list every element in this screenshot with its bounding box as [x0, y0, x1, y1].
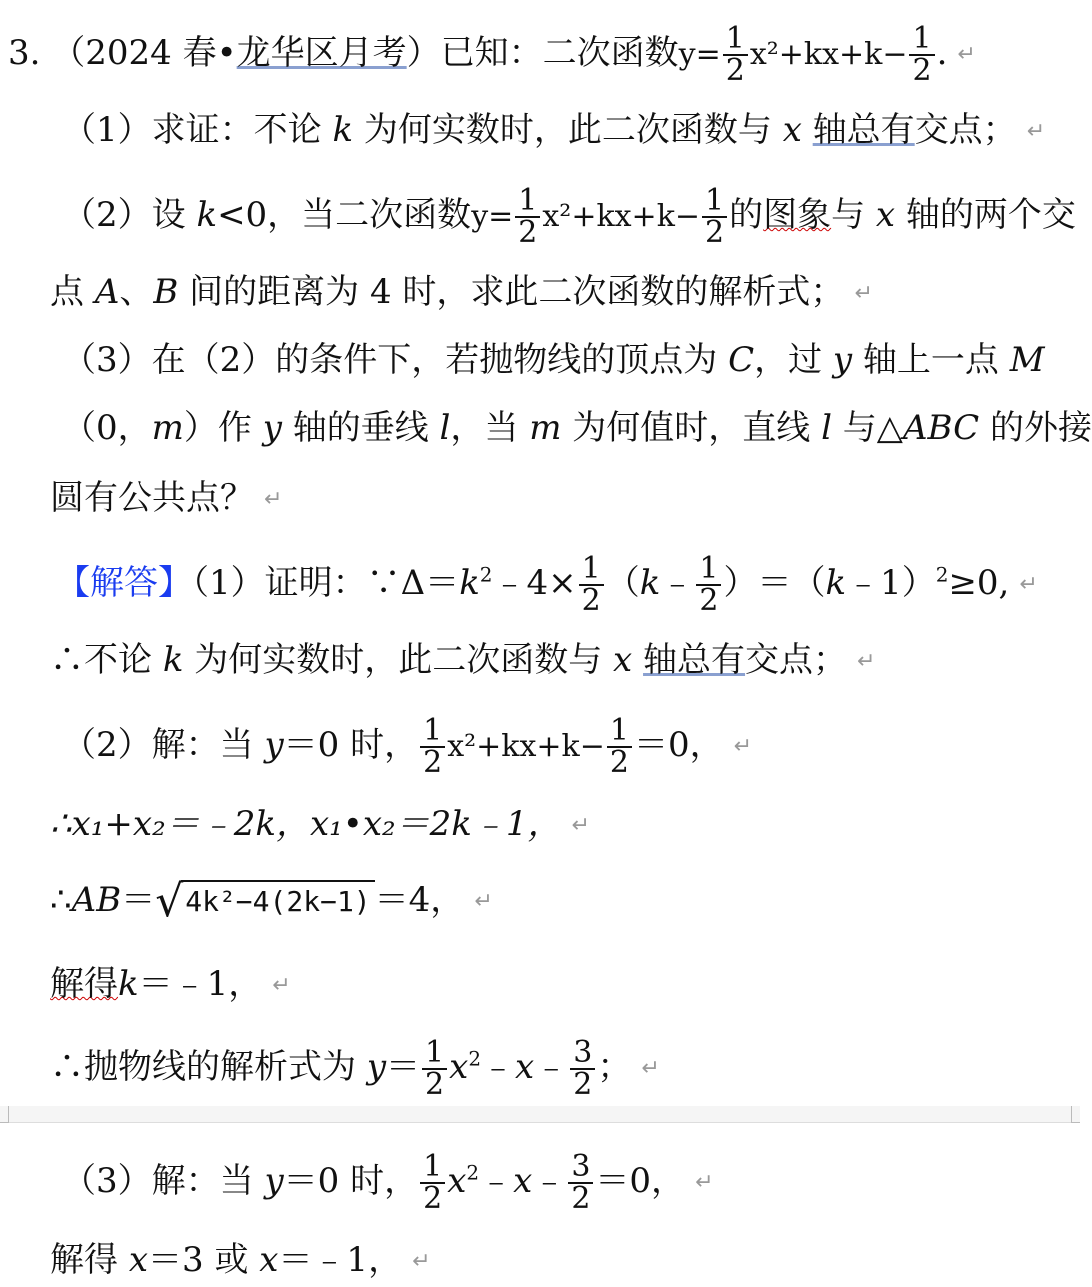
part3-question-end: 圆有公共点？ ↵	[50, 478, 283, 518]
paragraph-mark-icon: ↵	[264, 487, 283, 512]
page-corner-right	[1071, 1106, 1080, 1123]
answer-tag: 【解答】	[56, 563, 192, 603]
paragraph-mark-icon: ↵	[412, 1249, 431, 1274]
answer-part1-conclusion: ∴不论 k 为何实数时，此二次函数与 x 轴总有交点； ↵	[50, 640, 876, 680]
fraction-half: $\frac{1}{2}$	[515, 186, 540, 248]
answer-part2: （2）解：当 y＝0 时， $\frac{1}{2}$ x²+kx+k− $\frac{1}{2}$ ＝0， ↵	[62, 713, 753, 780]
radical-icon: √	[155, 876, 184, 927]
fraction-half: $\frac{1}{2}$	[909, 24, 934, 86]
part3-question-cont: （0，m）作 y 轴的垂线 l，当 m 为何值时，直线 l 与△ABC 的外接	[62, 408, 1092, 448]
answer-roots: 解得 x＝3 或 x＝﹣1， ↵	[50, 1240, 431, 1280]
paragraph-mark-icon: ↵	[474, 889, 493, 914]
fraction-half: $\frac{1}{2}$	[607, 716, 632, 778]
fraction-half: $\frac{1}{2}$	[420, 1152, 445, 1214]
part1-question: （1）求证：不论 k 为何实数时，此二次函数与 x 轴总有交点； ↵	[62, 110, 1046, 150]
problem-number: 3.	[8, 33, 41, 73]
page-corner-left	[0, 1106, 9, 1123]
fraction-half: $\frac{1}{2}$	[723, 24, 748, 86]
page-break	[0, 1106, 1080, 1123]
paragraph-mark-icon: ↵	[272, 973, 291, 998]
paragraph-mark-icon: ↵	[1019, 572, 1038, 597]
part2-question: （2）设 k<0，当二次函数y= $\frac{1}{2}$ x²+kx+k− $\frac{1}{2}$ 的图象与 x 轴的两个交	[62, 183, 1076, 250]
paragraph-mark-icon: ↵	[957, 42, 976, 67]
paragraph-mark-icon: ↵	[733, 734, 753, 759]
answer-part3: （3）解：当 y＝0 时， $\frac{1}{2}$ $x^2﹣x﹣$ $\frac{3}{2}$ ＝0， ↵	[62, 1149, 714, 1216]
fraction-half: $\frac{1}{2}$	[702, 186, 727, 248]
paragraph-mark-icon: ↵	[857, 649, 876, 674]
part2-question-cont: 点 A、B 间的距离为 4 时，求此二次函数的解析式； ↵	[50, 272, 873, 312]
fraction-three-halves: $\frac{3}{2}$	[570, 1038, 595, 1100]
paragraph-mark-icon: ↵	[641, 1056, 660, 1081]
source-place: 龙华区月考	[236, 33, 407, 73]
problem-statement: 3. （2024 春•龙华区月考）已知：二次函数y= $\frac{1}{2}$ x²+kx+k− $\frac{1}{2}$ . ↵	[8, 21, 976, 88]
paragraph-mark-icon: ↵	[1026, 119, 1046, 144]
fraction-half: $\frac{1}{2}$	[420, 716, 445, 778]
answer-parabola: ∴抛物线的解析式为 y＝ $\frac{1}{2}$ $x^2﹣x﹣$ $\frac{3}{2}$ ； ↵	[50, 1035, 660, 1102]
answer-k-value: 解得k＝﹣1， ↵	[50, 964, 291, 1004]
part3-question: （3）在（2）的条件下，若抛物线的顶点为 C，过 y 轴上一点 M	[62, 340, 1045, 380]
paragraph-mark-icon: ↵	[854, 281, 873, 306]
paragraph-mark-icon: ↵	[695, 1170, 714, 1195]
fraction-half: $\frac{1}{2}$	[696, 554, 721, 616]
paragraph-mark-icon: ↵	[571, 813, 590, 838]
fraction-half: $\frac{1}{2}$	[579, 554, 604, 616]
fraction-half: $\frac{1}{2}$	[422, 1038, 447, 1100]
answer-ab-length: ∴AB＝√4k²−4(2k−1) ＝4， ↵	[50, 876, 493, 927]
fraction-three-halves: $\frac{3}{2}$	[568, 1152, 593, 1214]
answer-part1: 【解答】（1）证明：$\because\Delta=k^2﹣4\times$ $\frac{1}{2}$ （k﹣ $\frac{1}{2}$ ）＝（k﹣1）$^2$≥0, ↵	[56, 551, 1038, 618]
answer-vieta: ∴x₁+x₂＝﹣2k，x₁•x₂＝2k﹣1， ↵	[50, 804, 590, 844]
